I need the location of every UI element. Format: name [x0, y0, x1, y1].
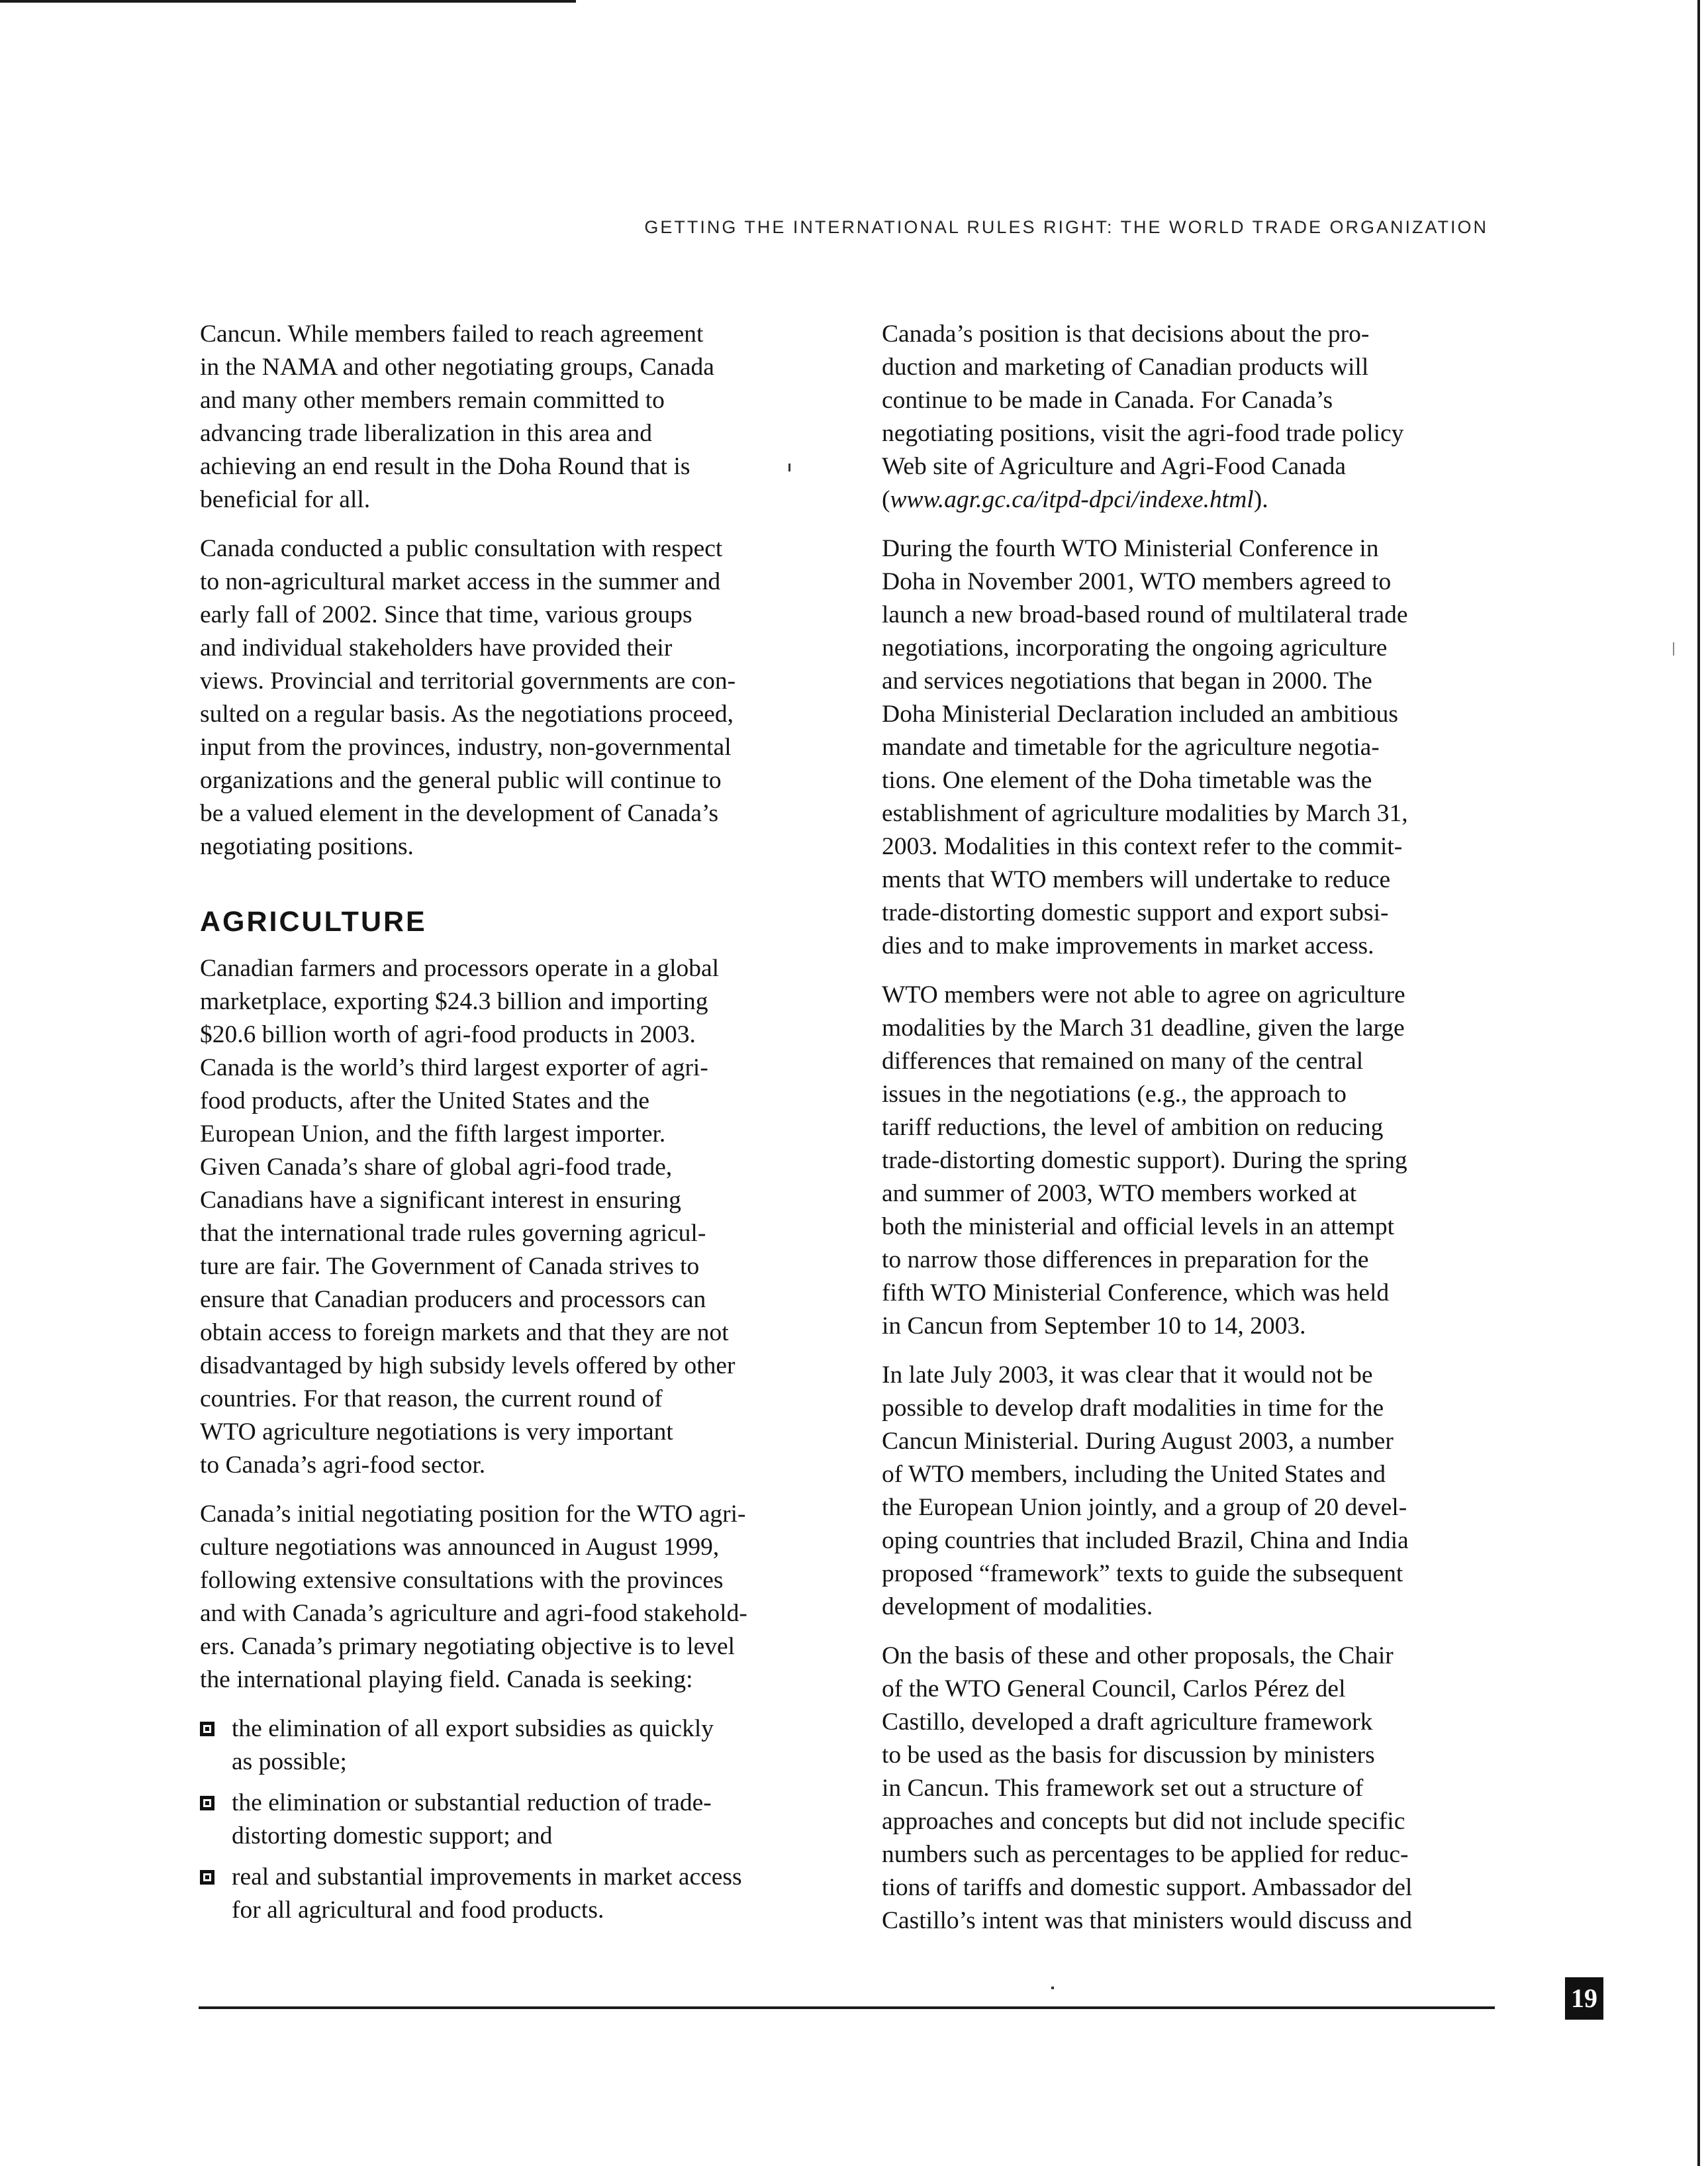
paragraph-canada-position [882, 318, 1497, 517]
scan-speck [788, 464, 790, 471]
list-item [200, 1861, 816, 1927]
list-item [200, 1787, 816, 1853]
list-item-text: real and substantial improvements in market access for all agricultural and food products. [232, 1863, 742, 1924]
scan-speck [1673, 642, 1674, 656]
list-item-text: the elimination or substantial reduction of trade- distorting domestic support; and [232, 1789, 712, 1849]
right-column [882, 318, 1497, 1953]
scan-edge-right [1697, 0, 1700, 2166]
paragraph-text: Canada’s position is that decisions about the pro- duction and marketing of Canadian products will continue to be made in Canada. For Canada’s negotiating positions, visit the agri-food trade policy Web site of Agriculture and Agri-Food Canada ( [882, 320, 1404, 513]
paragraph-cancun-nama: Cancun. While members failed to reach agreement in the NAMA and other negotiating groups, Canada and many other members remain committed to advancing trade liberalization in this area and achieving an end result in the Doha Round that is beneficial for all. [200, 320, 714, 513]
paragraph-doha-conference: During the fourth WTO Ministerial Conference in Doha in November 2001, WTO members agreed to launch a new broad-based round of multilateral trade negotiations, incorporating the ongoing agriculture and services negotiations that began in 2000. The Doha Ministerial Declaration included an ambitious mandate and timetable for the agriculture negotia- tions. One element of the Doha timetable was the establishment of agriculture modalities by March 31, 2003. Modalities in this context refer to the commit- ments that WTO members will undertake to reduce trade-distorting domestic support and export subsi- dies and to make improvements in market access. [882, 535, 1408, 960]
paragraph-march-deadline: WTO members were not able to agree on agriculture modalities by the March 31 deadline, given the large differences that remained on many of the central issues in the negotiations (e.g., the approach to tariff reductions, the level of ambition on reducing trade-distorting domestic support). During the spring and summer of 2003, WTO members worked at both the ministerial and official levels in an attempt to narrow those differences in preparation for the fifth WTO Ministerial Conference, which was held in Cancun from September 10 to 14, 2003. [882, 981, 1407, 1340]
left-column [200, 318, 816, 1935]
running-head: GETTING THE INTERNATIONAL RULES RIGHT: THE WORLD TRADE ORGANIZATION [644, 217, 1488, 237]
list-item-text: the elimination of all export subsidies as quickly as possible; [232, 1715, 714, 1775]
footer-rule [199, 2006, 1495, 2009]
square-bullet-icon [200, 1722, 214, 1736]
page-number: 19 [1565, 1977, 1603, 2020]
paragraph-framework-texts: In late July 2003, it was clear that it would not be possible to develop draft modalities in time for the Cancun Ministerial. During August 2003, a number of WTO members, including the United States and the European Union jointly, and a group of 20 devel- oping countries that included Brazil, China and India proposed “framework” texts to guide the subsequent development of modalities. [882, 1361, 1409, 1620]
paragraph-draft-framework: On the basis of these and other proposals, the Chair of the WTO General Council, Carlos Pérez del Castillo, developed a draft agriculture framework to be used as the basis for discussion by ministers in Cancun. This framework set out a structure of approaches and concepts but did not include specific numbers such as percentages to be applied for reduc- tions of tariffs and domestic support. Ambassador del Castillo’s intent was that ministers would discuss and [882, 1642, 1413, 1934]
square-bullet-icon [200, 1796, 214, 1810]
section-heading-agriculture: AGRICULTURE [200, 906, 427, 938]
paragraph-public-consultation: Canada conducted a public consultation with respect to non-agricultural market access in the summer and early fall of 2002. Since that time, various groups and individual stakeholders have provided their views. Provincial and territorial governments are con- sulted on a regular basis. As the negotiations proceed, input from the provinces, industry, non-governmental organizations and the general public will continue to be a valued element in the development of Canada’s negotiating positions. [200, 535, 736, 860]
paragraph-text-end: ). [1253, 486, 1268, 513]
agr-website-link[interactable]: www.agr.gc.ca/itpd-dpci/indexe.html [890, 486, 1254, 513]
scan-speck [1051, 1987, 1054, 1989]
square-bullet-icon [200, 1870, 214, 1885]
scan-edge-top [0, 0, 576, 3]
paragraph-agri-food-trade: Canadian farmers and processors operate in a global marketplace, exporting $24.3 billion and importing $20.6 billion worth of agri-food products in 2003. Canada is the world’s third largest exporter of agri- food products, after the United States and the European Union, and the fifth largest importer. Given Canada’s share of global agri-food trade, Canadians have a significant interest in ensuring that the international trade rules governing agricul- ture are fair. The Government of Canada strives to ensure that Canadian producers and processors can obtain access to foreign markets and that they are not disadvantaged by high subsidy levels offered by other countries. For that reason, the current round of WTO agriculture negotiations is very important to Canada’s agri-food sector. [200, 955, 735, 1479]
list-item [200, 1712, 816, 1779]
paragraph-initial-position: Canada’s initial negotiating position for the WTO agri- culture negotiations was announced in August 1999, following extensive consultations with the provinces and with Canada’s agriculture and agri-food stakehold- ers. Canada’s primary negotiating objective is to level the international playing field. Canada is seeking: [200, 1501, 747, 1693]
objectives-list [200, 1712, 816, 1927]
